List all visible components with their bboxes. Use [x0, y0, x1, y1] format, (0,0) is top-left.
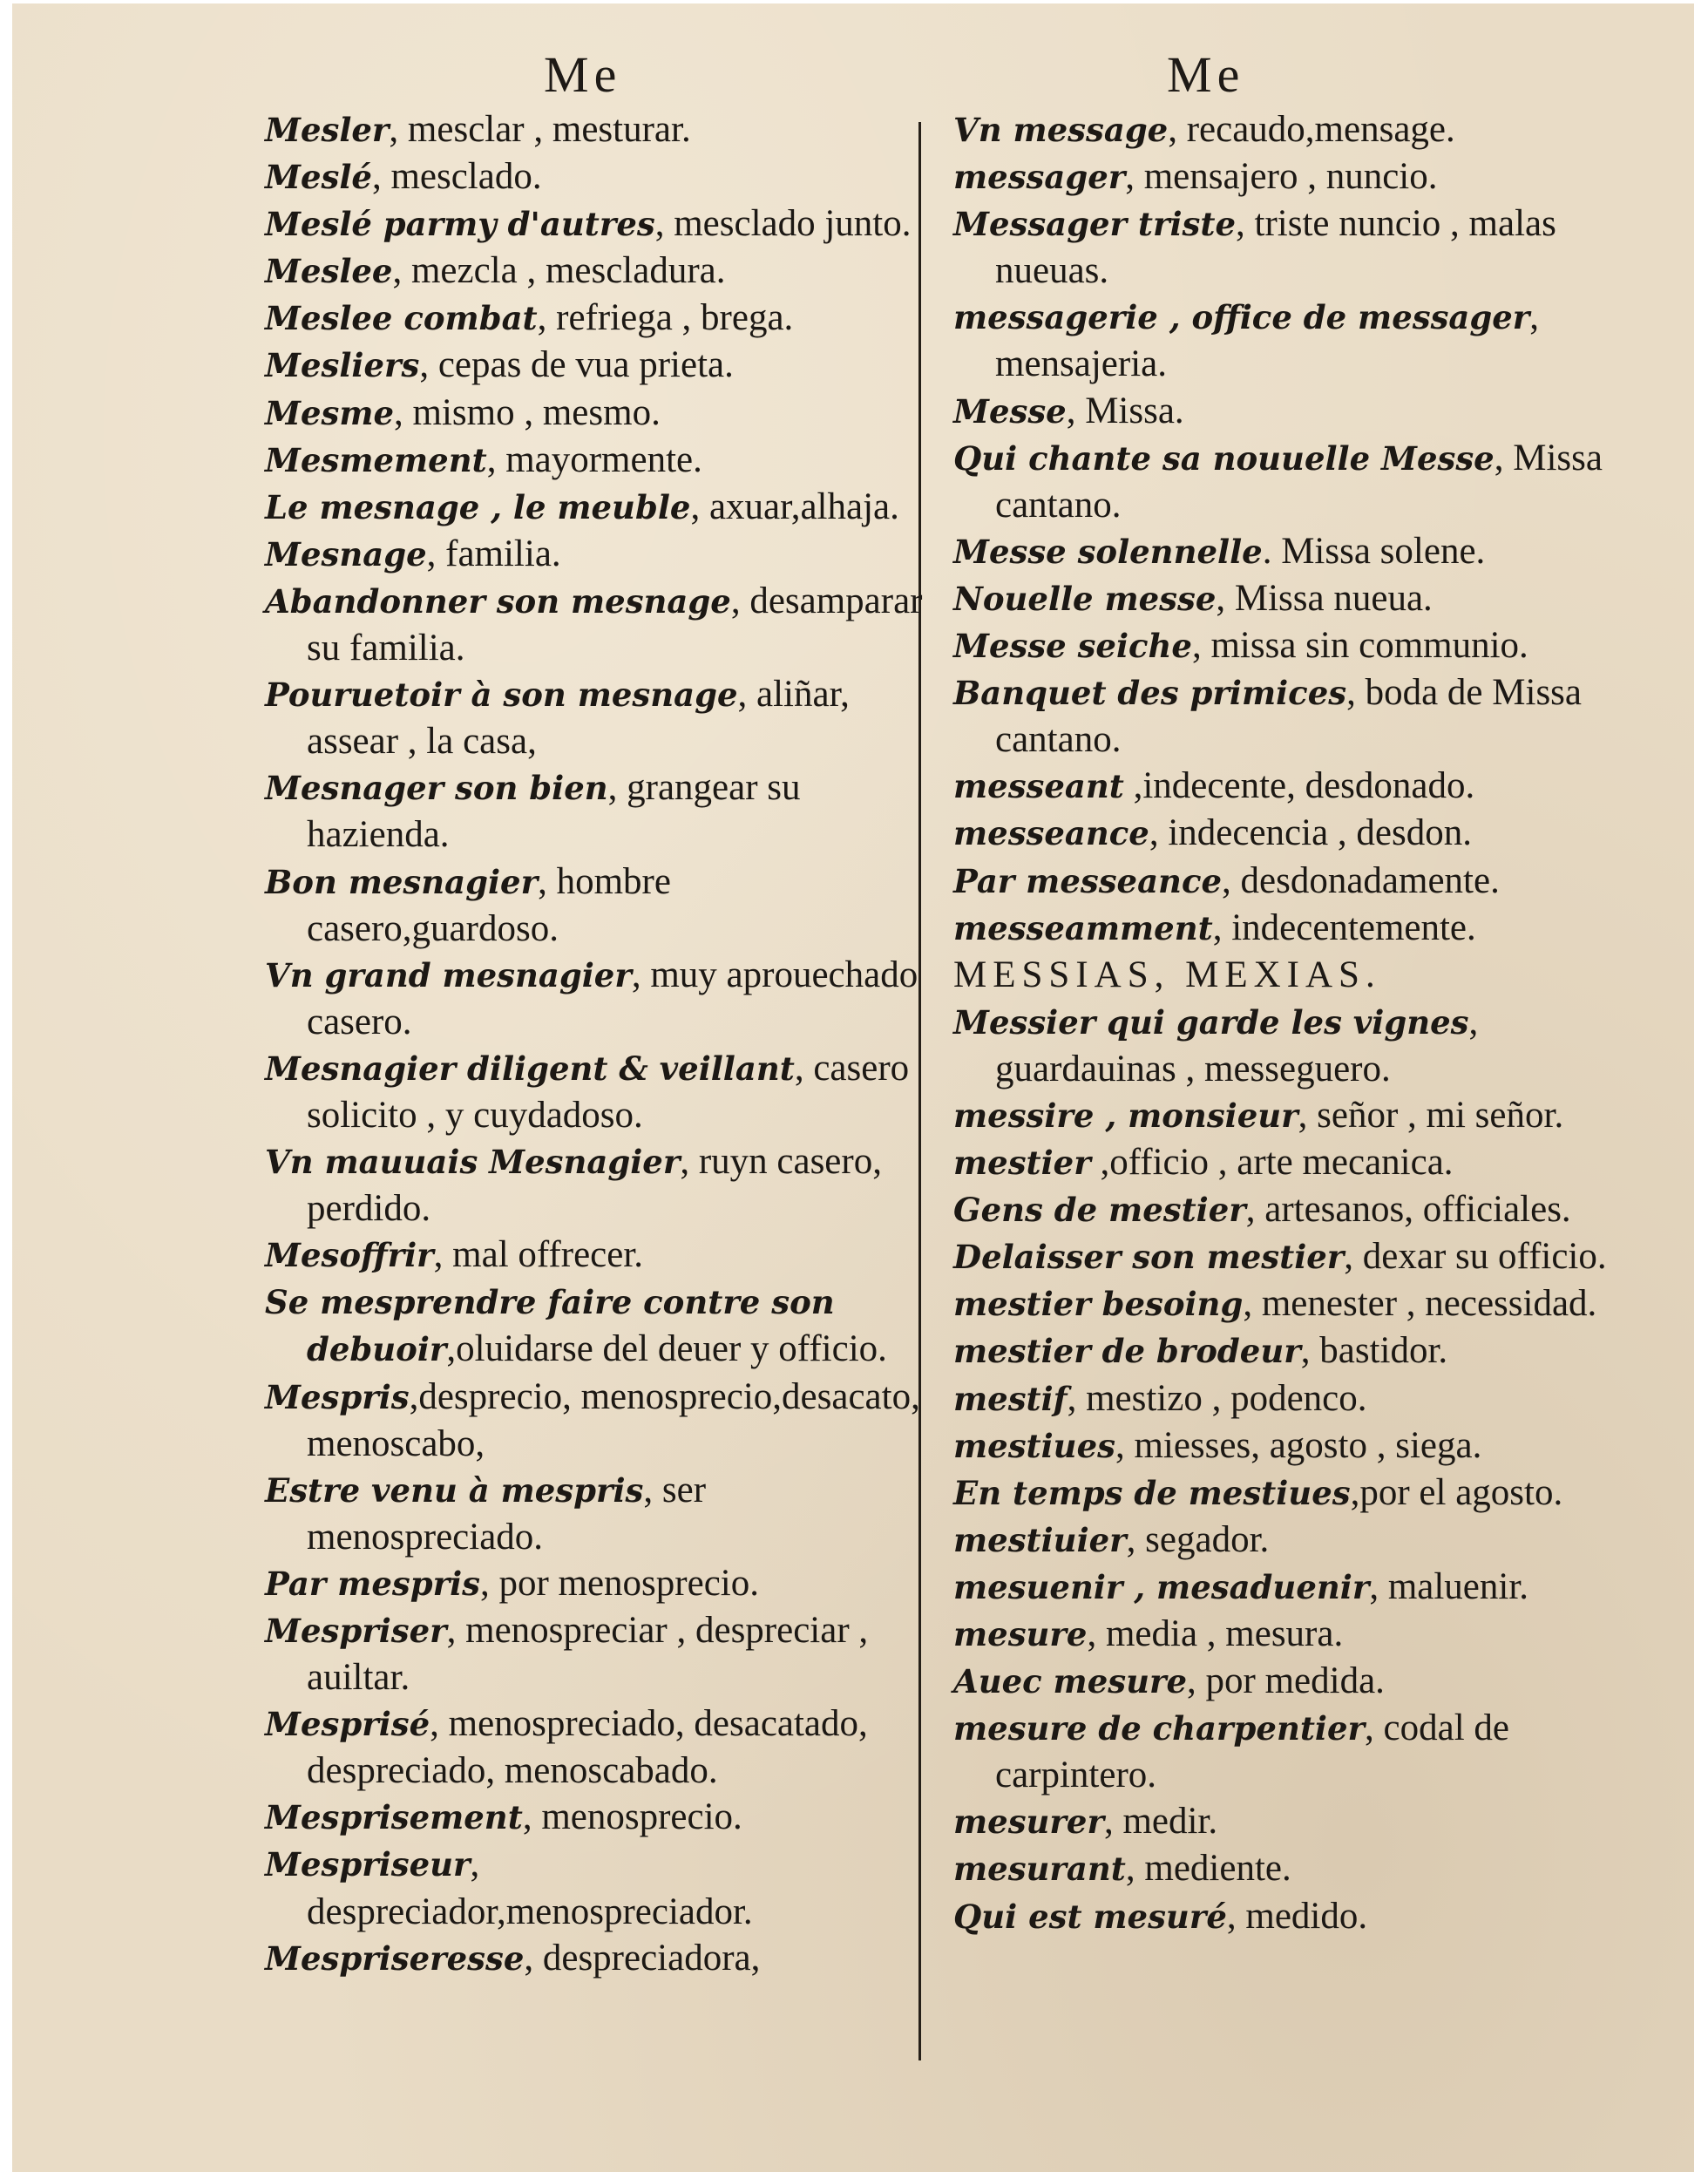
entry-headword: Mesler [265, 111, 390, 149]
entry-headword: messeance [953, 814, 1149, 853]
entry-headword: mesurer [953, 1802, 1104, 1842]
dictionary-entry [953, 1139, 1633, 1186]
dictionary-entry [265, 437, 927, 484]
entry-gloss: , medido. [1226, 1895, 1368, 1937]
entry-gloss: , Missa. [1066, 390, 1184, 431]
dictionary-entry [953, 1564, 1633, 1611]
entry-headword: Qui chante sa nouuelle Messe [953, 438, 1494, 478]
dictionary-entry [953, 810, 1633, 857]
entry-headword: Meslee combat [265, 299, 538, 338]
entry-gloss: , mayormente. [486, 438, 702, 480]
dictionary-entry [265, 531, 927, 578]
right-column [953, 106, 1633, 1940]
entry-headword: Mesme [265, 393, 395, 432]
dictionary-entry [265, 764, 927, 858]
dictionary-entry [953, 294, 1633, 387]
entry-headword: Mesprisé [265, 1705, 430, 1744]
dictionary-entry [953, 999, 1633, 1092]
entry-gloss: , artesanos, officiales. [1245, 1189, 1571, 1231]
dictionary-entry [953, 1470, 1633, 1517]
dictionary-entry [953, 622, 1633, 669]
dictionary-entry [265, 1935, 927, 1982]
dictionary-entry [265, 1467, 927, 1560]
entry-gloss: , mensajeria. [995, 296, 1540, 385]
entry-gloss: , mensajero , nuncio. [1125, 156, 1438, 198]
dictionary-entry [953, 858, 1633, 905]
entry-headword: messeamment [953, 908, 1213, 947]
entry-headword: Le mesnage , le meuble [265, 487, 691, 526]
entry-headword: messager [953, 158, 1126, 197]
entry-gloss: , mal offrecer. [433, 1234, 644, 1276]
entry-headword: Par mespris [265, 1564, 480, 1603]
entry-gloss: , bastidor. [1300, 1330, 1448, 1372]
entry-headword: Messe [953, 391, 1067, 431]
dictionary-entry [953, 388, 1633, 435]
entry-headword: Messager triste [953, 205, 1237, 244]
dictionary-entry [265, 1138, 927, 1232]
entry-headword: Vn mauuais Mesnagier [265, 1143, 681, 1182]
entry-gloss: ,indecente, desdonado. [1123, 765, 1475, 807]
entry-headword: En temps de mestiues [953, 1473, 1351, 1512]
entry-headword: messeant [953, 767, 1124, 806]
entry-headword: Mespriseresse [265, 1938, 525, 1978]
entry-gloss: . Missa solene. [1262, 530, 1486, 572]
entry-headword: Meslé parmy d'autres [265, 205, 655, 244]
entry-gloss: ,oluidarse del deuer y officio. [446, 1328, 887, 1370]
entry-headword: Messier qui garde les vignes [953, 1002, 1469, 1042]
dictionary-entry [953, 1233, 1633, 1280]
entry-gloss: , guardauinas , messeguero. [995, 1001, 1479, 1090]
dictionary-entry [265, 390, 927, 437]
entry-gloss: , despreciadora, [524, 1937, 761, 1979]
entry-headword: Mespriseur [265, 1845, 471, 1884]
entry-headword: Abandonner son mesnage [265, 581, 731, 621]
entry-headword: Meslé [265, 158, 372, 197]
dictionary-entry [953, 1186, 1633, 1233]
dictionary-entry [953, 1611, 1633, 1658]
entry-gloss: , dexar su officio. [1344, 1236, 1607, 1278]
entry-headword: Meslee [265, 252, 393, 291]
entry-headword: Mespris [265, 1377, 410, 1416]
dictionary-entry [265, 153, 927, 200]
dictionary-entry [953, 575, 1633, 622]
dictionary-entry [265, 1700, 927, 1794]
entry-gloss: , triste nuncio , malas nueuas. [995, 203, 1556, 292]
entry-gloss: , medir. [1103, 1801, 1218, 1843]
entry-gloss: , desdonadamente. [1222, 859, 1500, 901]
dictionary-entry [265, 578, 927, 671]
dictionary-entry [953, 528, 1633, 575]
dictionary-entry [265, 1560, 927, 1607]
dictionary-entry [265, 484, 927, 531]
dictionary-entry [953, 669, 1633, 763]
entry-headword: Auec mesure [953, 1662, 1188, 1701]
entry-gloss: , boda de Missa cantano. [995, 672, 1582, 761]
entry-headword: Estre venu à mespris [265, 1470, 644, 1510]
dictionary-entry [953, 1422, 1633, 1470]
entry-gloss: , por menosprecio. [479, 1562, 759, 1604]
entry-headword: mestiuier [953, 1520, 1127, 1559]
entry-gloss: , axuar,alhaja. [690, 485, 899, 527]
entry-headword: Se mesprendre faire contre son debuoir [265, 1283, 835, 1369]
dictionary-entry [265, 952, 927, 1045]
entry-headword: Banquet des primices [953, 674, 1347, 713]
entry-gloss: , codal de carpintero. [995, 1707, 1509, 1796]
entry-gloss: , mediente. [1125, 1848, 1291, 1890]
entry-headword: mesurant [953, 1850, 1126, 1889]
book-page [12, 3, 1694, 2172]
entry-gloss: , missa sin communio. [1191, 625, 1528, 667]
dictionary-entry [265, 200, 927, 248]
dictionary-entry [265, 671, 927, 764]
entry-headword: Messe seiche [953, 627, 1192, 666]
entry-gloss: , segador. [1126, 1518, 1270, 1560]
dictionary-entry [265, 248, 927, 295]
entry-headword: Vn message [953, 111, 1169, 149]
dictionary-entry [265, 1279, 927, 1373]
entry-gloss: , indecencia , desdon. [1149, 812, 1472, 854]
entry-headword: Mesnager son bien [265, 769, 608, 808]
dictionary-entry [265, 295, 927, 342]
dictionary-entry [265, 1794, 927, 1841]
entry-headword: Gens de mestier [953, 1191, 1246, 1230]
entry-headword: mestif [953, 1379, 1068, 1418]
entry-gloss: ,desprecio, menosprecio,desacato, menoscabo, [307, 1375, 920, 1464]
entry-headword: mestier [953, 1144, 1091, 1183]
entry-headword: mesure [953, 1615, 1088, 1653]
entry-headword: Mespriser [265, 1612, 447, 1650]
dictionary-entry [953, 1845, 1633, 1892]
entry-headword: mestier de brodeur [953, 1332, 1301, 1371]
dictionary-entry [265, 106, 927, 153]
entry-gloss: , mestizo , podenco. [1067, 1377, 1367, 1419]
dictionary-entry [953, 106, 1633, 153]
entry-gloss: , aliñar, assear , la casa, [307, 674, 850, 763]
dictionary-entry [953, 1893, 1633, 1940]
entry-gloss: , grangear su hazienda. [307, 767, 801, 856]
entry-gloss: ,officio , arte mecanica. [1090, 1142, 1454, 1184]
entry-headword: mestier besoing [953, 1285, 1244, 1324]
dictionary-entry [265, 342, 927, 389]
entry-headword: Mesliers [265, 346, 420, 385]
dictionary-entry [265, 1841, 927, 1934]
entry-headword: mesuenir , mesaduenir [953, 1567, 1370, 1606]
entry-headword: Bon mesnagier [265, 862, 539, 901]
running-head-left: Me [544, 46, 622, 103]
dictionary-entry [953, 1092, 1633, 1139]
entry-headword: messire , monsieur [953, 1096, 1298, 1135]
entry-gloss: , recaudo,mensage. [1168, 109, 1455, 150]
entry-gloss: , muy aprouechado casero. [307, 954, 918, 1042]
entry-gloss: , Missa cantano. [995, 437, 1603, 526]
dictionary-entry [953, 905, 1633, 952]
entry-headword: messagerie , office de messager [953, 298, 1530, 337]
dictionary-entry [953, 1658, 1633, 1705]
entry-headword: Delaisser son mestier [953, 1238, 1345, 1277]
entry-gloss: , hombre casero,guardoso. [307, 860, 671, 949]
left-column [265, 106, 927, 1982]
entry-headword: Qui est mesuré [953, 1897, 1227, 1936]
dictionary-entry [265, 1607, 927, 1700]
entry-headword: Mesoffrir [265, 1236, 434, 1275]
entry-gloss: , menester , necessidad. [1243, 1283, 1597, 1325]
dictionary-entry [953, 763, 1633, 810]
entry-gloss: , maluenir. [1369, 1565, 1529, 1607]
dictionary-entry [953, 1280, 1633, 1327]
entry-gloss: , ser menospreciado. [307, 1469, 707, 1558]
entry-gloss: , refriega , brega. [537, 297, 794, 339]
entry-gloss: , desamparar su familia. [307, 580, 923, 669]
entry-headword: Mesnagier diligent & veillant [265, 1049, 795, 1088]
entry-headword: mestiues [953, 1426, 1115, 1465]
entry-gloss: , Missa nueua. [1216, 577, 1433, 619]
dictionary-entry [265, 1045, 927, 1138]
dictionary-entry [265, 1232, 927, 1279]
entry-gloss: , mesclado. [371, 156, 542, 198]
dictionary-entry [953, 1798, 1633, 1845]
running-head-right: Me [1167, 46, 1245, 103]
entry-headword: Vn grand mesnagier [265, 955, 632, 994]
dictionary-entry [953, 1327, 1633, 1375]
dictionary-entry [265, 859, 927, 952]
dictionary-entry [953, 1705, 1633, 1798]
entry-gloss: , miesses, agosto , siega. [1115, 1424, 1482, 1466]
dictionary-entry [953, 435, 1633, 528]
entry-gloss: , mismo , mesmo. [394, 391, 661, 433]
entry-gloss: ,por el agosto. [1350, 1471, 1563, 1513]
entry-headword: Messe solennelle [953, 532, 1263, 571]
entry-headword: Mesnage [265, 534, 427, 574]
dictionary-entry [265, 1374, 927, 1467]
entry-gloss: , menosprecio. [522, 1796, 742, 1838]
dictionary-entry [953, 952, 1633, 999]
dictionary-entry [953, 1517, 1633, 1564]
entry-gloss: MESSIAS, MEXIAS. [953, 954, 1381, 995]
entry-gloss: , por medida. [1187, 1660, 1385, 1702]
entry-gloss: , cepas de vua prieta. [419, 344, 734, 386]
dictionary-entry [953, 200, 1633, 294]
dictionary-entry [953, 1375, 1633, 1422]
entry-gloss: , señor , mi señor. [1298, 1094, 1564, 1136]
entry-gloss: , mesclado junto. [654, 203, 912, 245]
entry-headword: Nouelle messe [953, 579, 1217, 618]
entry-gloss: , mezcla , mescladura. [392, 250, 726, 292]
entry-gloss: , menospreciado, desacatado, despreciado, menoscabado. [307, 1703, 868, 1792]
entry-headword: Mesmement [265, 440, 487, 479]
entry-headword: Pouruetoir à son mesnage [265, 675, 738, 715]
entry-gloss: , indecentemente. [1212, 906, 1476, 948]
entry-headword: Par messeance [953, 861, 1223, 900]
entry-gloss: , familia. [426, 533, 561, 574]
entry-headword: Mesprisement [265, 1798, 523, 1837]
entry-gloss: , casero solicito , y cuydadoso. [307, 1047, 910, 1136]
entry-headword: mesure de charpentier [953, 1709, 1366, 1748]
entry-gloss: , menospreciar , despreciar , auiltar. [307, 1610, 869, 1699]
entry-gloss: , media , mesura. [1087, 1613, 1344, 1654]
dictionary-entry [953, 153, 1633, 200]
entry-gloss: , mesclar , mesturar. [389, 109, 691, 150]
entry-gloss: , despreciador,menospreciador. [307, 1843, 753, 1932]
entry-gloss: , ruyn casero, perdido. [307, 1141, 882, 1230]
